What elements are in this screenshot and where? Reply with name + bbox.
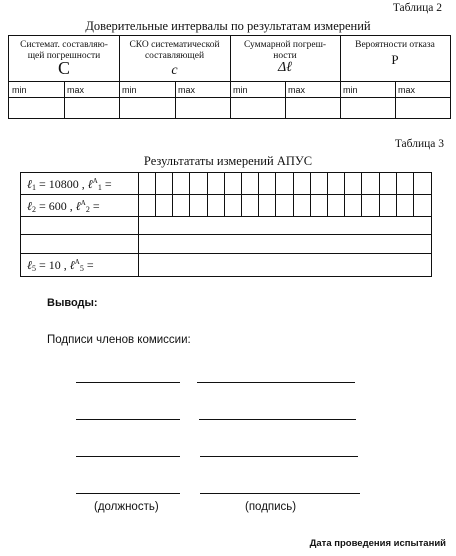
table2-min-2: min xyxy=(122,85,137,95)
grid-column-line xyxy=(310,173,311,216)
table2-symbol-c-lower: c xyxy=(171,63,178,78)
table2-header-sko: СКО систематической составляющей xyxy=(129,40,220,61)
table3-row-2-l-value: 600 xyxy=(48,199,67,213)
table3-row-1-a-sup: A xyxy=(92,177,98,185)
grid-column-line xyxy=(361,173,362,216)
grid-column-line xyxy=(155,173,156,216)
table3-row-1-l-value: 10800 xyxy=(48,177,79,191)
grid-column-line xyxy=(224,173,225,216)
signature-line-sign-1 xyxy=(197,382,355,383)
table3-row-2-a-symbol: ℓ xyxy=(75,199,81,213)
table2-symbol-p: P xyxy=(391,52,399,67)
signatures-heading: Подписи членов комиссии: xyxy=(47,334,191,346)
signature-caption: (подпись) xyxy=(245,501,297,513)
signature-line-position-3 xyxy=(76,456,180,457)
table3-row-5-a-sup: A xyxy=(74,258,80,266)
table3-row-5-label: ℓ$_5$ = 10 , ℓ$^A_5$ = xyxy=(27,258,94,273)
test-date-label: Дата проведения испытаний xyxy=(309,538,446,549)
grid-column-line xyxy=(275,173,276,216)
signature-line-sign-4 xyxy=(200,493,360,494)
signature-line-position-2 xyxy=(76,419,180,420)
table2-min-1: min xyxy=(12,85,27,95)
confidence-intervals-table xyxy=(8,35,451,119)
table3-row-5-a-sub: 5 xyxy=(79,264,84,273)
table3-row-1-l-symbol: ℓ xyxy=(27,177,32,191)
table2-symbol-c-upper: C xyxy=(57,58,70,78)
grid-column-line xyxy=(413,173,414,216)
signature-line-position-4 xyxy=(76,493,180,494)
grid-column-line xyxy=(258,173,259,216)
table2-min-4: min xyxy=(343,85,358,95)
table3-title: Результататы измерений АПУС xyxy=(143,154,313,168)
grid-column-line xyxy=(172,173,173,216)
table3-row-1-a-sub: 1 xyxy=(97,183,102,192)
table3-row-2-a-sub: 2 xyxy=(85,205,90,214)
table3-row-2-a-sup: A xyxy=(80,199,86,207)
table2-symbol-delta-l: Δℓ xyxy=(277,60,293,75)
signature-line-sign-3 xyxy=(200,456,358,457)
conclusions-heading: Выводы: xyxy=(47,297,98,309)
grid-column-line xyxy=(189,173,190,216)
apus-results-table xyxy=(20,172,432,277)
table3-row-1-l-sub: 1 xyxy=(32,183,36,192)
grid-column-line xyxy=(379,173,380,216)
table2-caption: Таблица 2 xyxy=(392,2,442,14)
signature-line-sign-2 xyxy=(199,419,356,420)
table3-row-1-label: ℓ$_1$ = 10800 , ℓ$^A_1$ = xyxy=(27,177,112,192)
table3-row-5-l-symbol: ℓ xyxy=(27,258,32,272)
grid-column-line xyxy=(344,173,345,216)
table3-row-2-l-sub: 2 xyxy=(32,205,36,214)
table2-title: Доверительные интервалы по результатам измерений xyxy=(85,19,371,33)
table3-row-5-l-sub: 5 xyxy=(32,264,36,273)
table3-row-5-l-value: 10 xyxy=(48,258,61,272)
grid-column-line xyxy=(207,173,208,216)
position-caption: (должность) xyxy=(94,501,159,513)
table2-header-failure-probability: Вероятности отказа xyxy=(355,40,435,50)
table2-max-1: max xyxy=(67,85,85,95)
table2-max-3: max xyxy=(288,85,306,95)
table3-row-2-l-symbol: ℓ xyxy=(27,199,32,213)
grid-column-line xyxy=(241,173,242,216)
table3-row-1-a-symbol: ℓ xyxy=(87,177,93,191)
table2-max-4: max xyxy=(398,85,416,95)
table2-header-total-error: Суммарной погреш- ности xyxy=(243,40,327,61)
grid-column-line xyxy=(396,173,397,216)
table3-row-5-a-symbol: ℓ xyxy=(69,258,75,272)
grid-column-line xyxy=(327,173,328,216)
table3-row-2-label: ℓ$_2$ = 600 , ℓ$^A_2$ = xyxy=(27,199,100,214)
table2-header-systematic: Системат. составляю- щей погрешности xyxy=(20,40,108,61)
signature-line-position-1 xyxy=(76,382,180,383)
table2-max-2: max xyxy=(178,85,196,95)
table3-caption: Таблица 3 xyxy=(394,138,444,150)
grid-column-line xyxy=(293,173,294,216)
table2-min-3: min xyxy=(233,85,248,95)
